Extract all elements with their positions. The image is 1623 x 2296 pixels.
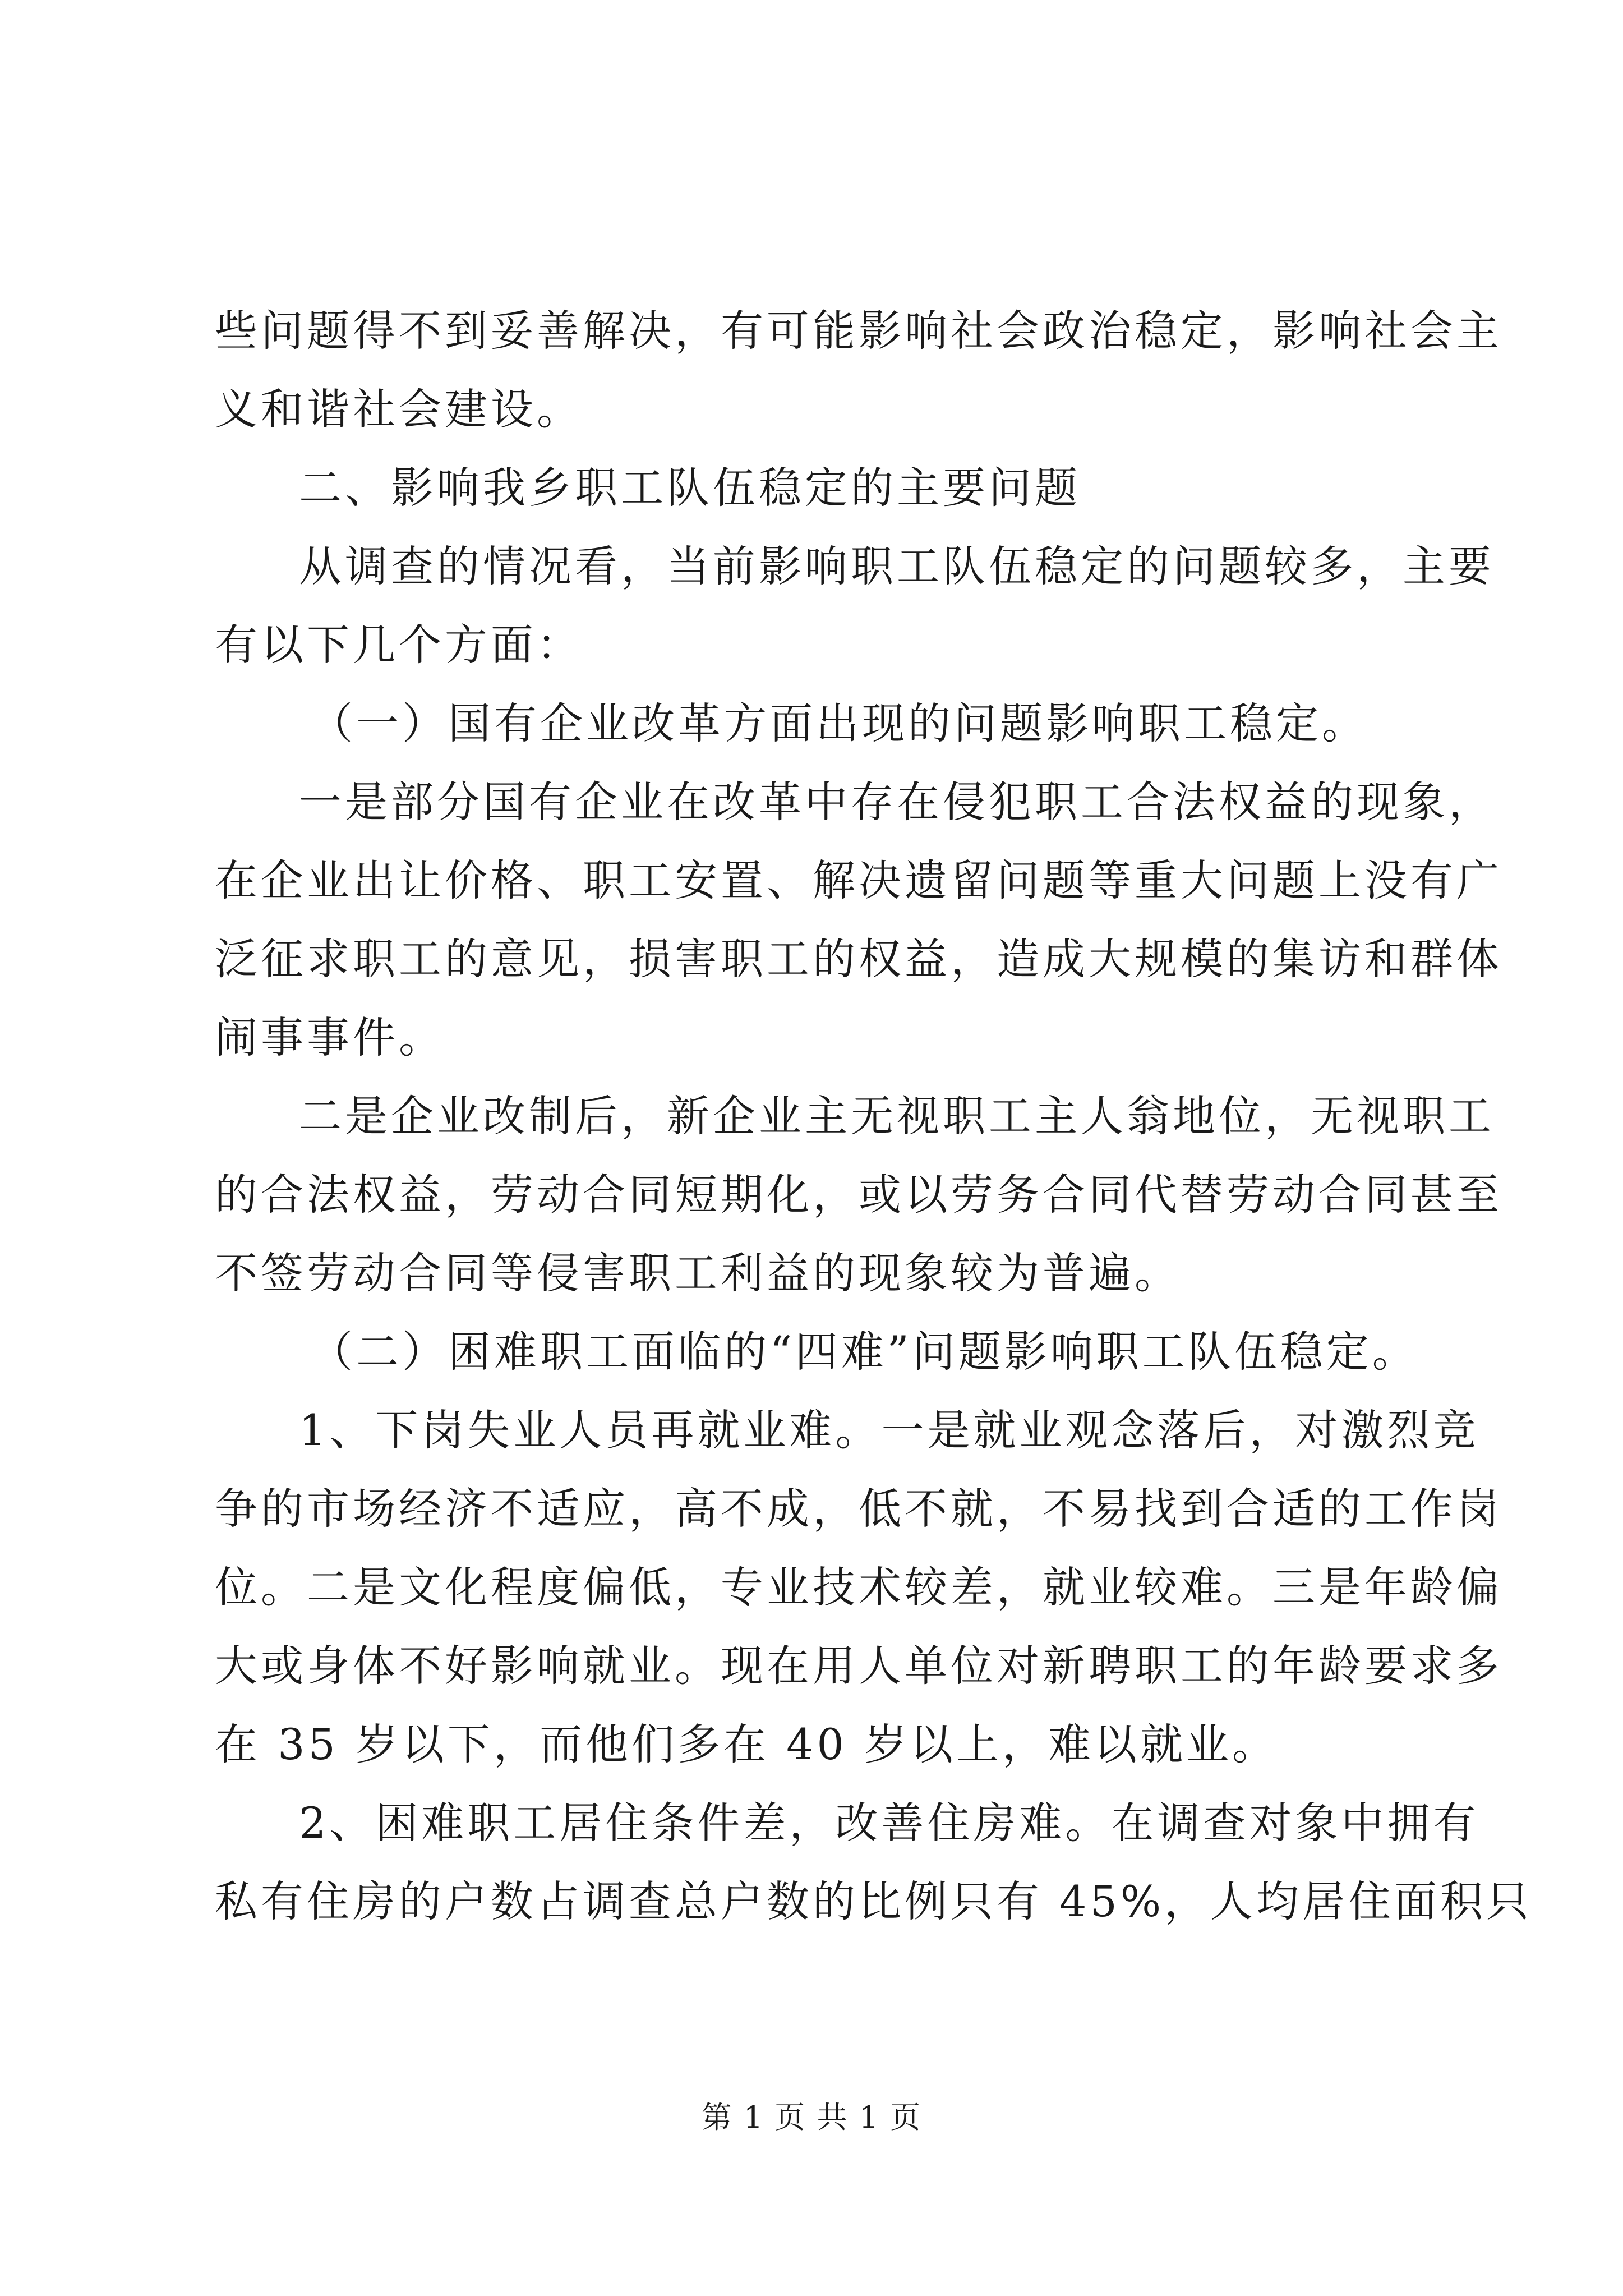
text-line: 在企业出让价格、职工安置、解决遗留问题等重大问题上没有广 [215, 855, 1502, 905]
text-line: 从调查的情况看，当前影响职工队伍稳定的问题较多，主要 [299, 541, 1495, 591]
text-line: 在 35 岁以下，而他们多在 40 岁以上，难以就业。 [215, 1719, 1279, 1769]
text-line: 泛征求职工的意见，损害职工的权益，造成大规模的集访和群体 [215, 934, 1502, 984]
text-line: 有以下几个方面： [215, 620, 583, 670]
text-line: 一是部分国有企业在改革中存在侵犯职工合法权益的现象， [299, 777, 1495, 827]
text-line: 义和谐社会建设。 [215, 384, 583, 434]
text-line: 争的市场经济不适应，高不成，低不就，不易找到合适的工作岗 [215, 1484, 1502, 1534]
section-heading: 二、影响我乡职工队伍稳定的主要问题 [299, 463, 1081, 513]
text-line: 的合法权益，劳动合同短期化，或以劳务合同代替劳动合同甚至 [215, 1170, 1502, 1220]
text-line: 些问题得不到妥善解决，有可能影响社会政治稳定，影响社会主 [215, 306, 1502, 356]
text-line: 闹事事件。 [215, 1013, 445, 1062]
text-line: 不签劳动合同等侵害职工利益的现象较为普遍。 [215, 1248, 1181, 1298]
text-line: 私有住房的户数占调查总户数的比例只有 45%，人均居住面积只 [215, 1876, 1533, 1926]
document-body [215, 292, 1533, 1941]
text-line: 大或身体不好影响就业。现在用人单位对新聘职工的年龄要求多 [215, 1641, 1502, 1691]
subsection-heading: （二）困难职工面临的“四难”问题影响职工队伍稳定。 [310, 1327, 1418, 1377]
text-line: 位。二是文化程度偏低，专业技术较差，就业较难。三是年龄偏 [215, 1562, 1502, 1612]
text-line: 1、下岗失业人员再就业难。一是就业观念落后，对激烈竞 [299, 1405, 1479, 1455]
text-line: 二是企业改制后，新企业主无视职工主人翁地位，无视职工 [299, 1091, 1495, 1141]
subsection-heading: （一）国有企业改革方面出现的问题影响职工稳定。 [310, 698, 1368, 748]
page-footer: 第 1 页 共 1 页 [701, 2100, 922, 2135]
text-line: 2、困难职工居住条件差，改善住房难。在调查对象中拥有 [299, 1798, 1479, 1848]
